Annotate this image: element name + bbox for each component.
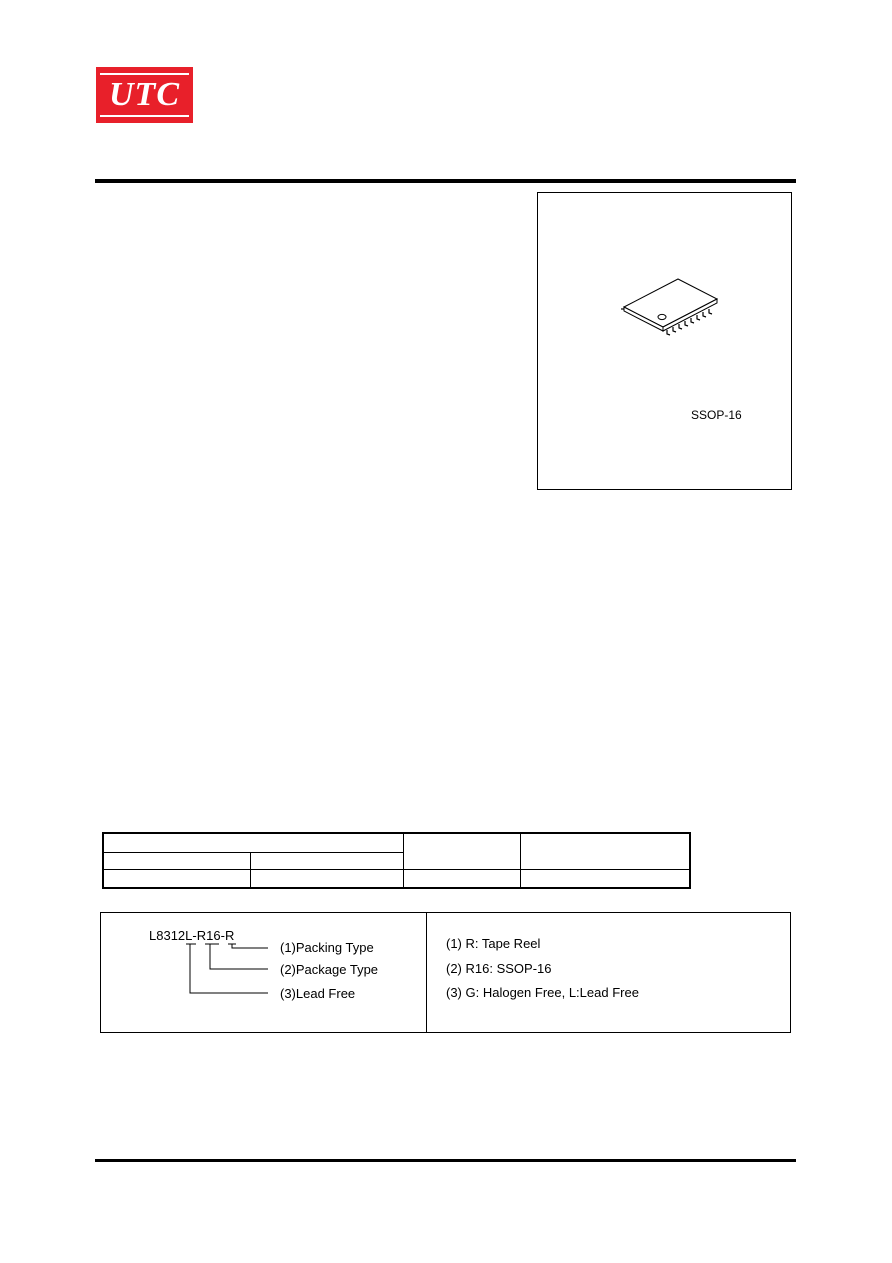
logo-frame [100,73,189,117]
table-cell [103,870,251,889]
package-label: SSOP-16 [691,408,742,422]
ordering-table [102,832,691,889]
logo-text: UTC [109,76,180,113]
part-number-packing-code: R [224,928,235,943]
table-row [103,833,690,853]
table-cell [103,853,251,870]
lead-free-label: (3)Lead Free [280,986,356,1001]
table-cell [251,853,404,870]
ssop-package-icon [620,277,720,337]
package-type-label: (2)Package Type [280,962,379,977]
part-number-separator: - [192,928,197,943]
table-cell [521,833,691,870]
part-code-box [100,912,791,1033]
table-row [103,870,690,889]
header-rule [95,179,796,183]
table-cell [404,833,521,870]
table-cell [103,833,404,853]
part-number-separator: - [220,928,225,943]
table-cell [251,870,404,889]
table-cell [521,870,691,889]
code-divider [426,913,427,1032]
utc-logo [96,67,193,123]
packing-description: (1) R: Tape Reel [446,936,541,951]
packing-type-label: (1)Packing Type [280,940,374,955]
part-number [149,928,234,943]
part-number-lead-code: L [185,928,193,943]
part-number-package-code: R16 [196,928,221,943]
table-cell [404,870,521,889]
package-box [537,192,792,490]
lead-free-description: (3) G: Halogen Free, L:Lead Free [446,985,639,1000]
package-description: (2) R16: SSOP-16 [446,961,552,976]
footer-rule [95,1159,796,1162]
part-number-prefix: L8312 [149,928,186,943]
part-code-diagram [101,913,426,1032]
leader-lines [186,944,268,993]
